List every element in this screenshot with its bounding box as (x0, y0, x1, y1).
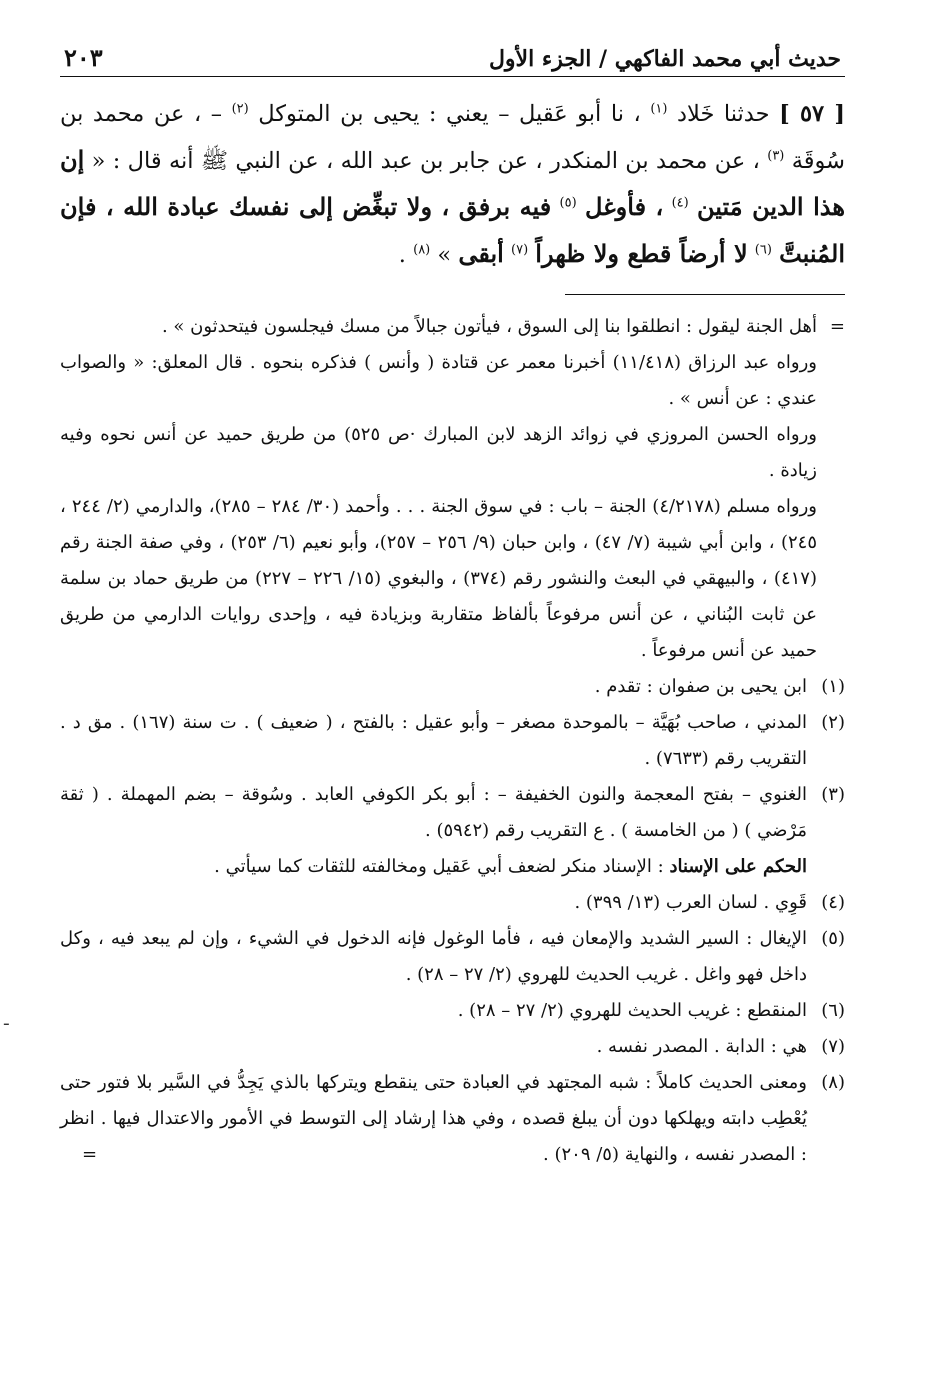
footnote-2 (60, 705, 845, 777)
footnote-label: (٨) (821, 1072, 845, 1093)
footnote-text: المنقطع : غريب الحديث للهروي (٢/ ٢٧ – ٢٨) . (457, 1000, 807, 1021)
running-title: حديث أبي محمد الفاكهي / الجزء الأول (488, 46, 841, 72)
footnote-ref: (٨) (413, 242, 431, 258)
hadith-text (60, 91, 845, 278)
continuation-marker-end: = (82, 1144, 98, 1165)
hadith-segment: » (437, 242, 452, 268)
margin-mark: ـ (4, 1010, 9, 1029)
footnote-label: (٣) (821, 784, 845, 805)
hadith-segment: ، نا أبو عَقيل – يعني : يحيى بن المتوكل (258, 101, 641, 127)
footnote-label: (٤) (821, 892, 845, 913)
footnote-ref: (٢) (231, 101, 249, 117)
footnote-ref: (١) (650, 101, 668, 117)
footnote-label: (٦) (821, 1000, 845, 1021)
footnote-text: قَوِي . لسان العرب (١٣/ ٣٩٩) . (574, 892, 807, 913)
footnote-8 (60, 1065, 845, 1173)
hadith-segment: ، عن محمد بن المنكدر ، عن جابر بن عبد الله ، عن النبي ﷺ أنه قال : « (91, 148, 760, 174)
footnote-ref: (٥) (559, 195, 577, 211)
footnote-text: ابن يحيى بن صفوان : تقدم . (594, 676, 807, 697)
footnote-5 (60, 921, 845, 993)
footnote-divider (565, 294, 845, 295)
continuation-marker: = (829, 316, 845, 337)
footnote-text: المدني ، صاحب بُهَيَّة – بالموحدة مصغر – وأبو عقيل : بالفتح ، ( ضعيف ) . ت سنة (١٦٧) . مق د . التقريب رقم (٧٦٣٣) . (60, 712, 807, 769)
hadith-segment: . (398, 242, 406, 268)
footnote-label: (٥) (821, 928, 845, 949)
footnote-body: ومعنى الحديث كاملاً : شبه المجتهد في العبادة حتى ينقطع ويتركها بالذي يَجِدُّ في السَّير بلا فتور حتى يُعْطِب دابته ويهلكها دون أن يبلغ قصده ، وفي هذا إرشاد إلى التوسط في الأمور والاعتدال فيها . انظر : المصدر نفسه ، والنهاية (٥/ ٢٠٩) . (60, 1072, 807, 1165)
hadith-matn: ، فأوغل (584, 192, 664, 221)
ruling-label: الحكم على الإسناد (669, 856, 807, 877)
hadith-matn: لا أرضاً قطع ولا ظهراً (535, 239, 748, 268)
footnote-4 (60, 885, 845, 921)
note-paragraph: ورواه عبد الرزاق (١١/٤١٨) أخبرنا معمر عن قتادة ( وأنس ) فذكره بنحوه . قال المعلق: « والصواب عندي : عن أنس » . (60, 352, 817, 409)
footnote-ref: (٦) (754, 242, 772, 258)
footnote-text: الإيغال : السير الشديد والإمعان فيه ، فأما الوغول فإنه الدخول في الشيء ، وإن لم يبعد فيه ، وكل داخل فهو واغل . غريب الحديث للهروي (٢/ ٢٧ – ٢٨) . (60, 928, 807, 985)
continued-note (60, 309, 845, 669)
hadith-matn: أبقى (458, 239, 504, 268)
isnad-ruling (60, 849, 845, 885)
footnote-text (60, 1065, 807, 1173)
hadith-segment: حدثنا خَلاد (677, 101, 770, 127)
footnotes (60, 309, 845, 1173)
footnote-text: هي : الدابة . المصدر نفسه . (596, 1036, 807, 1057)
note-paragraph: أهل الجنة ليقول : انطلقوا بنا إلى السوق ، فيأتون جبالاً من مسك فيجلسون فيتحدثون » . (161, 316, 817, 337)
footnote-label: (٢) (821, 712, 845, 733)
footnote-7 (60, 1029, 845, 1065)
hadith-segment: – ، عن محمد بن سُوقَة (60, 101, 846, 174)
footnote-3 (60, 777, 845, 849)
running-header (60, 30, 845, 77)
page (60, 30, 845, 1173)
footnote-text: الغنوي – بفتح المعجمة والنون الخفيفة – : أبو بكر الكوفي العابد . وسُوقة – بضم المهملة . ( ثقة مَرْضي ) ( من الخامسة ) . ع التقريب رقم (٥٩٤٢) . (60, 784, 808, 841)
hadith-matn: فيه برفق ، ولا تبغِّض إلى نفسك عبادة الله ، فإن المُنبتَّ (60, 192, 845, 268)
footnote-ref: (٤) (671, 195, 689, 211)
footnote-1 (60, 669, 845, 705)
hadith-number: [ ٥٧ ] (779, 101, 845, 127)
page-number: ٢٠٣ (64, 43, 103, 72)
footnote-label: (١) (821, 676, 845, 697)
ruling-text: : الإسناد منكر لضعف أبي عَقيل ومخالفته للثقات كما سيأتي . (214, 856, 664, 877)
footnote-ref: (٣) (767, 148, 785, 164)
footnote-label: (٧) (821, 1036, 845, 1057)
hadith-matn: إن هذا الدين مَتين (60, 145, 846, 221)
note-paragraph: ورواه مسلم (٤/٢١٧٨) الجنة – باب : في سوق الجنة . . . وأحمد (٣٠/ ٢٨٤ – ٢٨٥)، والدارمي (٢/ ٢٤٤ ، ٢٤٥) ، وابن أبي شيبة (٧/ ٤٧) ، وابن حبان (٩/ ٢٥٦ – ٢٥٧)، وأبو نعيم (٦/ ٢٥٣) ، وفي صفة الجنة رقم (٤١٧) ، والبيهقي في البعث والنشور رقم (٣٧٤) ، والبغوي (١٥/ ٢٢٦ – ٢٢٧) من طريق حماد بن سلمة عن ثابت البُناني ، عن أنس مرفوعاً بألفاظ متقاربة وبزيادة فيه ، وإحدى روايات الدارمي من طريق حميد عن أنس مرفوعاً . (60, 496, 817, 661)
footnote-ref: (٧) (511, 242, 529, 258)
note-paragraph: ورواه الحسن المروزي في زوائد الزهد لابن المبارك ·ص ٥٢٥) من طريق حميد عن أنس نحوه وفيه زيادة . (60, 424, 817, 481)
footnote-6 (60, 993, 845, 1029)
